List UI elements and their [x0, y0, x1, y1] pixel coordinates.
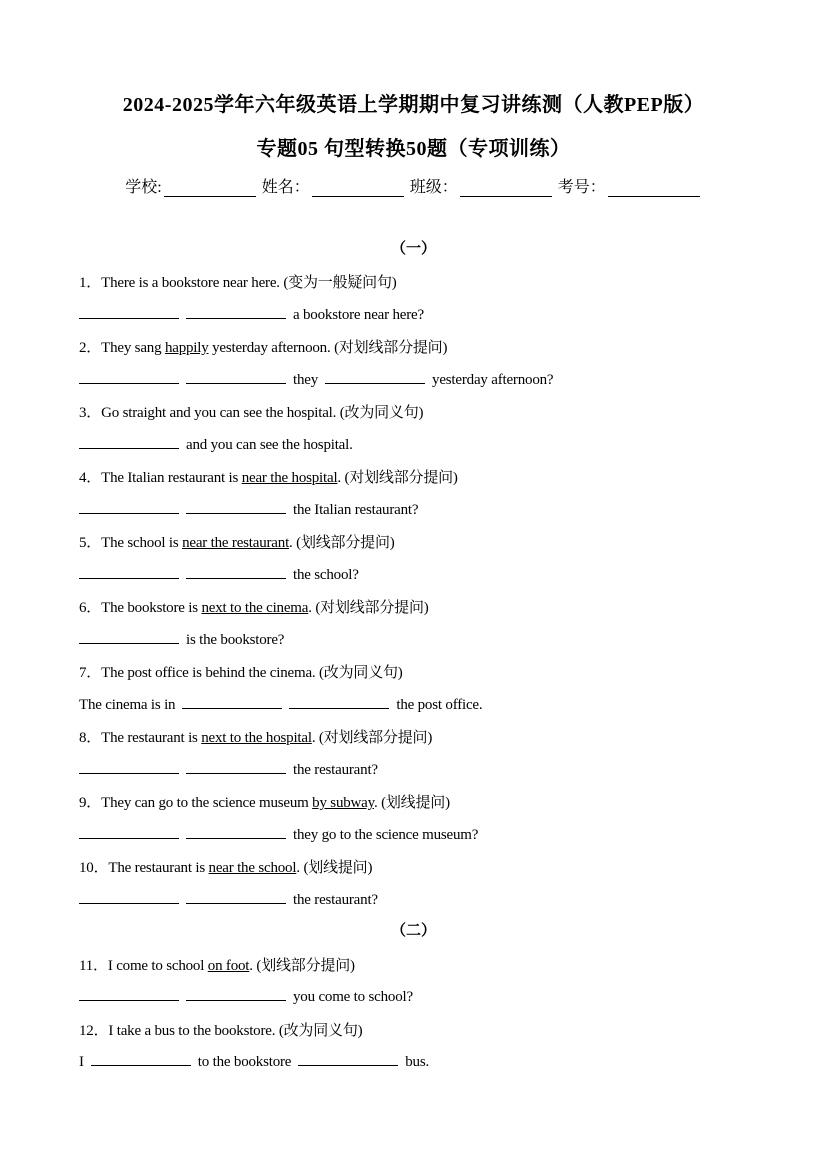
- school-field[interactable]: [164, 179, 256, 197]
- answer-line-2: they yesterday afternoon?: [79, 369, 553, 389]
- name-label: 姓名：: [261, 179, 310, 196]
- answer-blank[interactable]: [186, 499, 286, 514]
- answer-line-7: The cinema is in the post office.: [79, 694, 482, 714]
- class-label: 班级：: [409, 179, 458, 196]
- underlined-phrase: near the restaurant: [182, 535, 290, 551]
- question-12: 12．I take a bus to the bookstore. (改为同义句): [79, 1023, 363, 1039]
- answer-blank[interactable]: [79, 304, 179, 319]
- answer-blank[interactable]: [298, 1051, 398, 1066]
- question-1: 1．There is a bookstore near here. (变为一般疑问句): [79, 275, 397, 291]
- answer-blank[interactable]: [79, 564, 179, 579]
- answer-blank[interactable]: [182, 694, 282, 709]
- question-6: 6．The bookstore is next to the cinema. (对划线部分提问): [79, 600, 429, 616]
- answer-blank[interactable]: [186, 986, 286, 1001]
- underlined-phrase: on foot: [207, 958, 250, 974]
- answer-line-10: the restaurant?: [79, 889, 378, 909]
- answer-blank[interactable]: [79, 759, 179, 774]
- question-2: 2．They sang happily yesterday afternoon. (对划线部分提问): [79, 340, 448, 356]
- answer-blank[interactable]: [79, 629, 179, 644]
- name-field[interactable]: [312, 179, 404, 197]
- question-5: 5．The school is near the restaurant. (划线部分提问): [79, 535, 395, 551]
- answer-blank[interactable]: [91, 1051, 191, 1066]
- answer-line-8: the restaurant?: [79, 759, 378, 779]
- underlined-phrase: happily: [164, 340, 209, 356]
- document-title: 2024-2025学年六年级英语上学期期中复习讲练测（人教PEP版）: [122, 94, 705, 116]
- question-8: 8．The restaurant is next to the hospital. (对划线部分提问): [79, 730, 433, 746]
- underlined-phrase: next to the cinema: [201, 600, 309, 616]
- underlined-phrase: by subway: [312, 795, 374, 811]
- answer-line-6: is the bookstore?: [79, 629, 284, 649]
- answer-blank[interactable]: [79, 986, 179, 1001]
- number-field[interactable]: [608, 179, 700, 197]
- answer-line-9: they go to the science museum?: [79, 824, 478, 844]
- answer-line-3: and you can see the hospital.: [79, 434, 353, 454]
- answer-blank[interactable]: [79, 369, 179, 384]
- underlined-phrase: near the school: [208, 860, 297, 876]
- answer-blank[interactable]: [186, 759, 286, 774]
- section-heading-one: （一）: [390, 241, 436, 257]
- answer-blank[interactable]: [79, 889, 179, 904]
- school-label: 学校:: [125, 179, 162, 196]
- question-3: 3．Go straight and you can see the hospital. (改为同义句): [79, 405, 424, 421]
- section-heading-two: （二）: [390, 923, 436, 939]
- question-4: 4．The Italian restaurant is near the hospital. (对划线部分提问): [79, 470, 458, 486]
- answer-blank[interactable]: [186, 889, 286, 904]
- class-field[interactable]: [460, 179, 552, 197]
- answer-blank[interactable]: [186, 824, 286, 839]
- answer-blank[interactable]: [79, 434, 179, 449]
- answer-blank[interactable]: [186, 369, 286, 384]
- document-subtitle: 专题05 句型转换50题（专项训练）: [256, 138, 571, 160]
- answer-line-12: I to the bookstore bus.: [79, 1051, 429, 1071]
- answer-line-5: the school?: [79, 564, 359, 584]
- number-label: 考号：: [557, 179, 606, 196]
- answer-blank[interactable]: [186, 564, 286, 579]
- answer-blank[interactable]: [79, 499, 179, 514]
- answer-blank[interactable]: [186, 304, 286, 319]
- question-10: 10．The restaurant is near the school. (划线提问): [79, 860, 373, 876]
- student-info-row: [0, 174, 827, 197]
- underlined-phrase: near the hospital: [241, 470, 338, 486]
- underlined-phrase: next to the hospital: [201, 730, 312, 746]
- answer-line-1: a bookstore near here?: [79, 304, 424, 324]
- answer-line-4: the Italian restaurant?: [79, 499, 418, 519]
- answer-blank[interactable]: [325, 369, 425, 384]
- answer-blank[interactable]: [289, 694, 389, 709]
- answer-line-11: you come to school?: [79, 986, 413, 1006]
- question-11: 11．I come to school on foot. (划线部分提问): [79, 958, 355, 974]
- question-9: 9．They can go to the science museum by subway. (划线提问): [79, 795, 450, 811]
- answer-blank[interactable]: [79, 824, 179, 839]
- question-7: 7．The post office is behind the cinema. (改为同义句): [79, 665, 403, 681]
